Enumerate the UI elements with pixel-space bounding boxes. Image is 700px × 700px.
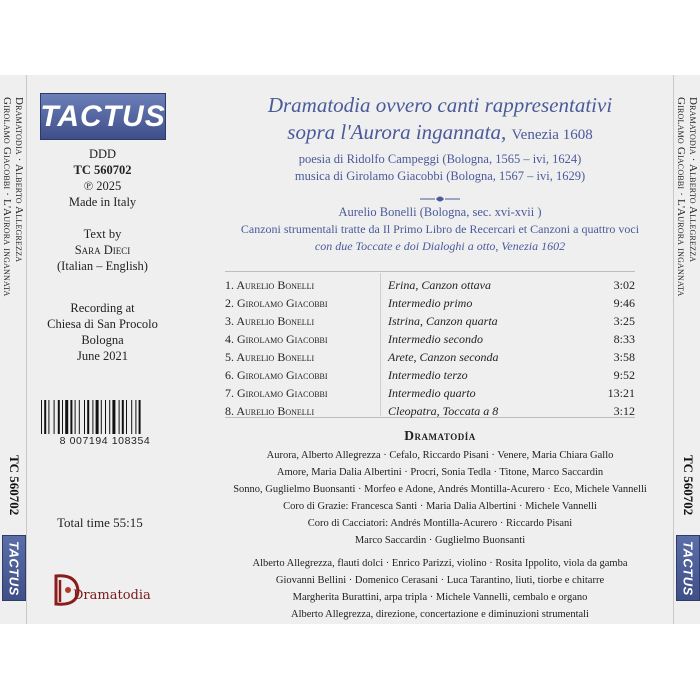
album-title-place: Venezia 1608: [511, 127, 593, 143]
track-time: 3:58: [613, 350, 635, 364]
catalog-code: TC 560702: [73, 163, 132, 177]
track-title: Intermedio quarto: [388, 386, 476, 400]
track-row: [225, 350, 675, 368]
album-title-work: sopra l'Aurora ingannata,: [287, 120, 507, 144]
text-languages: (Italian – English): [57, 259, 148, 273]
track-title: Intermedio primo: [388, 296, 473, 310]
director-line: Alberto Allegrezza, direzione, concertazione e diminuzioni strumentali: [291, 609, 589, 620]
track-title: Intermedio terzo: [388, 368, 468, 382]
tactus-logo: TACTUS: [40, 93, 166, 140]
track-row: [225, 332, 675, 350]
recording-info: [30, 300, 175, 364]
track-time: 3:12: [613, 404, 635, 418]
cast-line: Amore, Maria Dalia Albertini · Procri, Sonia Tedla · Titone, Marco Saccardin: [276, 467, 604, 478]
tracklist: [225, 278, 675, 422]
track-title: Istrina, Canzon quarta: [388, 314, 498, 328]
track-time: 9:46: [613, 296, 635, 310]
ornament-divider-icon: [420, 194, 460, 204]
instrumentalists-line: Margherita Burattini, arpa tripla · Michele Vannelli, cembalo e organo: [292, 592, 588, 603]
spine-catalog-code: TC 560702: [7, 455, 22, 516]
track-composer: 3. Aurelio Bonelli: [225, 314, 315, 328]
spine-title: Girolamo Giacobbi · L'Aurora ingannata: [675, 97, 687, 297]
recording-date: June 2021: [76, 349, 129, 363]
canzoni-source-line2: con due Toccate e doi Dialoghi a otto, Venezia 1602: [314, 239, 566, 253]
cast-line: Coro di Grazie: Francesca Santi · Maria Dalia Albertini · Michele Vannelli: [283, 501, 597, 512]
poet-credit: poesia di Ridolfo Campeggi (Bologna, 1565 – ivi, 1624): [298, 152, 582, 166]
spine-catalog-code: TC 560702: [681, 455, 696, 516]
cast-line: Marco Saccardin · Guglielmo Buonsanti: [354, 535, 526, 546]
spine-tactus-logo: TACTUS: [2, 535, 26, 601]
tracklist-top-divider: [225, 271, 635, 272]
format: DDD: [88, 147, 117, 161]
music-credit: musica di Girolamo Giacobbi (Bologna, 1567 – ivi, 1629): [294, 169, 586, 183]
instrumentalists-line: Alberto Allegrezza, flauti dolci · Enrico Parizzi, violino · Rosita Ippolito, viola da gamba: [252, 558, 628, 569]
track-composer: 6. Girolamo Giacobbi: [225, 368, 328, 382]
release-info: [30, 146, 175, 210]
total-time: Total time 55:15: [57, 515, 143, 530]
ensemble-name: Dramatodía: [404, 428, 476, 443]
track-title: Cleopatra, Toccata a 8: [388, 404, 499, 418]
track-title: Intermedio secondo: [388, 332, 483, 346]
track-composer: 1. Aurelio Bonelli: [225, 278, 315, 292]
track-row: [225, 314, 675, 332]
track-row: [225, 368, 675, 386]
track-time: 8:33: [613, 332, 635, 346]
track-title: Erina, Canzon ottava: [388, 278, 492, 292]
track-time: 3:02: [613, 278, 635, 292]
recording-label: Recording at: [70, 301, 135, 315]
second-composer-credit: Aurelio Bonelli (Bologna, sec. xvi-xvii ): [338, 205, 542, 219]
made-in: Made in Italy: [68, 195, 137, 209]
barcode-number: 8 007194 108354: [30, 435, 180, 447]
cast-line: Sonno, Guglielmo Buonsanti · Morfeo e Adone, Andrés Montilla-Acurero · Eco, Michele Vannelli: [233, 484, 647, 495]
instrumentalists-line: Giovanni Bellini · Domenico Cerasani · Luca Tarantino, liuti, tiorbe e chitarre: [275, 575, 605, 586]
track-time: 9:52: [613, 368, 635, 382]
canzoni-source-line1: Canzoni strumentali tratte da Il Primo Libro de Recercari et Canzoni a quattro voci: [240, 222, 640, 236]
recording-venue: Chiesa di San Procolo: [47, 317, 158, 331]
cast-line: Aurora, Alberto Allegrezza · Cefalo, Riccardo Pisani · Venere, Maria Chiara Gallo: [266, 450, 614, 461]
track-time: 13:21: [607, 386, 635, 400]
track-composer: 8. Aurelio Bonelli: [225, 404, 315, 418]
spine-tactus-logo: TACTUS: [676, 535, 700, 601]
track-row: [225, 296, 675, 314]
dramatodia-logo-text: Dramatodia: [73, 588, 151, 603]
text-credit: [30, 226, 175, 274]
album-title-line1: Dramatodia ovvero canti rappresentativi: [267, 93, 613, 117]
album-title-line2: [195, 120, 685, 145]
track-row: [225, 386, 675, 404]
left-spine: [0, 75, 27, 624]
text-author: Sara Dieci: [74, 243, 131, 257]
track-composer: 2. Girolamo Giacobbi: [225, 296, 328, 310]
text-by-label: Text by: [83, 227, 122, 241]
recording-city: Bologna: [81, 333, 124, 347]
cast-line: Coro di Cacciatori: Andrés Montilla-Acurero · Riccardo Pisani: [307, 518, 573, 529]
track-composer: 4. Girolamo Giacobbi: [225, 332, 328, 346]
track-composer: 7. Girolamo Giacobbi: [225, 386, 328, 400]
spine-title: Girolamo Giacobbi · L'Aurora ingannata: [1, 97, 13, 297]
track-row: [225, 404, 675, 422]
track-title: Arete, Canzon seconda: [388, 350, 499, 364]
spine-performers: Dramatodia · Alberto Allegrezza: [687, 97, 699, 263]
track-row: [225, 278, 675, 296]
spine-performers: Dramatodia · Alberto Allegrezza: [13, 97, 25, 263]
copyright-year: ℗ 2025: [83, 179, 122, 193]
track-composer: 5. Aurelio Bonelli: [225, 350, 315, 364]
track-time: 3:25: [613, 314, 635, 328]
